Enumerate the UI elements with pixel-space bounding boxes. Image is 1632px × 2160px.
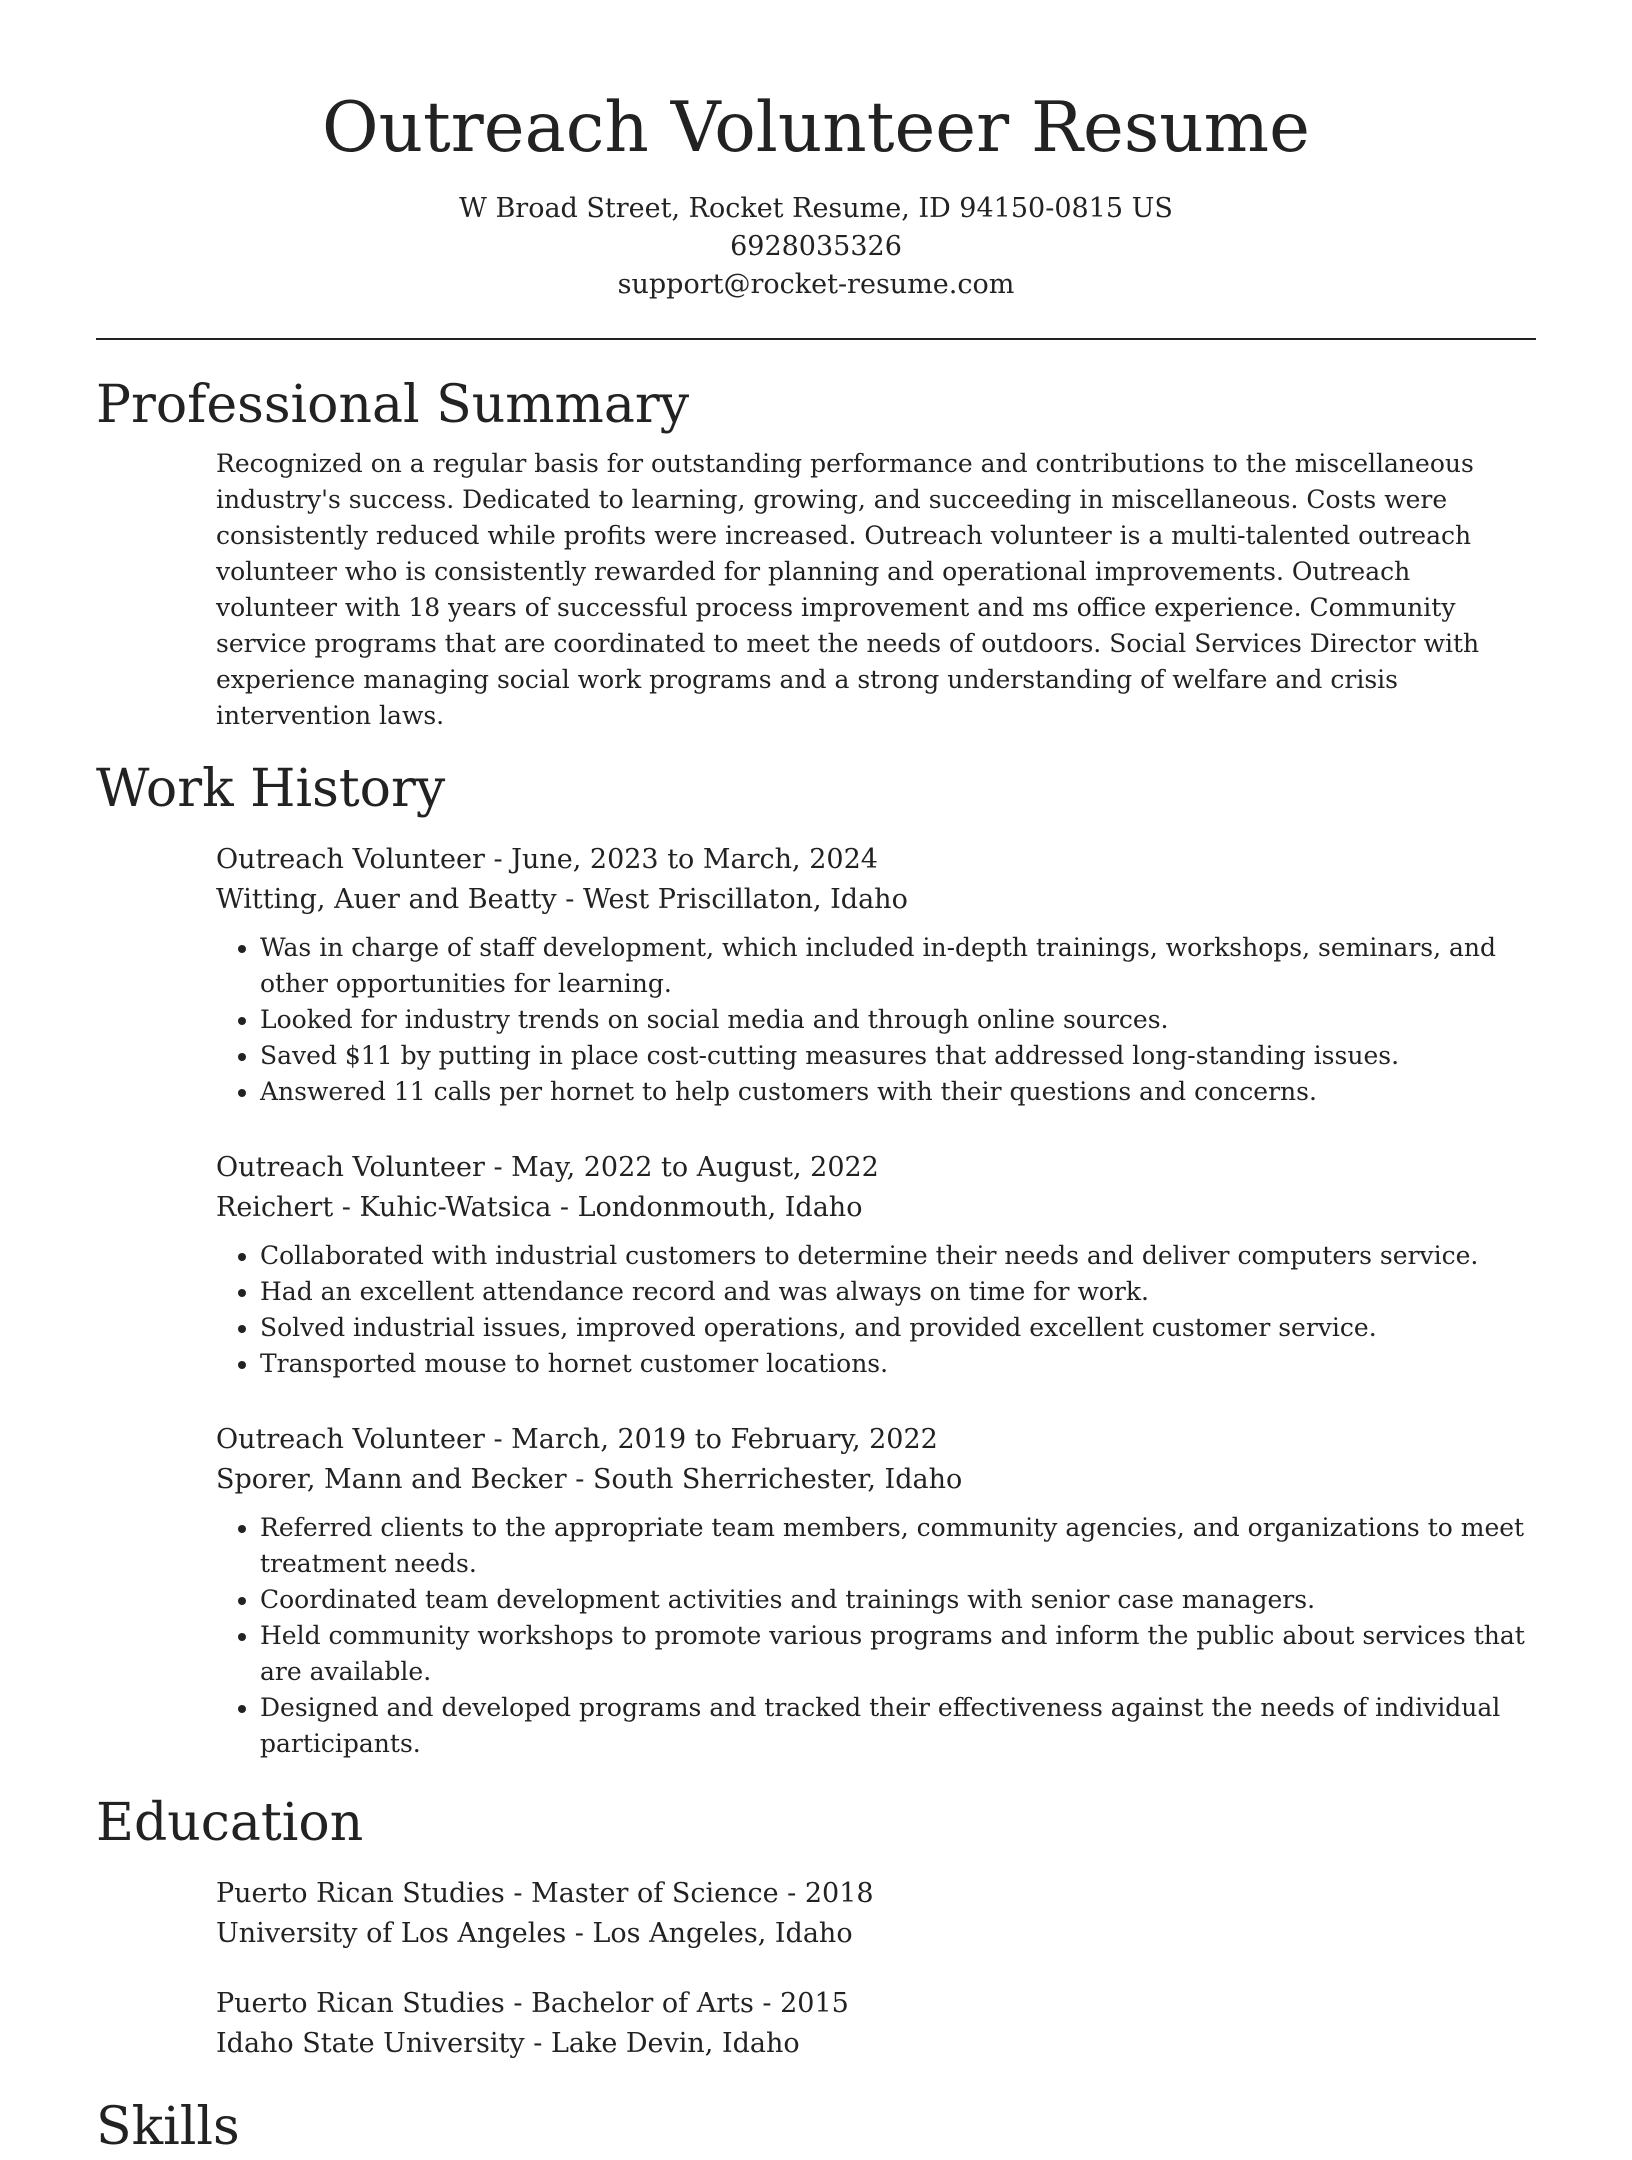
separator: - — [484, 844, 512, 875]
skills-heading: Skills — [96, 2097, 240, 2157]
separator: - — [566, 1918, 593, 1949]
job-dates: March, 2019 to February, 2022 — [511, 1424, 938, 1455]
separator: - — [484, 1152, 512, 1183]
education-degree: Bachelor of Arts — [531, 1988, 754, 2019]
job-role: Outreach Volunteer — [216, 1152, 485, 1183]
education-school-line — [216, 1914, 1536, 1954]
education-body — [96, 1874, 1536, 2064]
summary-text: Recognized on a regular basis for outstanding performance and contributions to the miscellaneous industry's success. Dedicated to learning, growing, and succeeding in miscellaneous. Costs were consistently reduced while profits were increased. Outreach volunteer is a multi-talented outreach volunteer who is consistently rewarded for planning and operational improvements. Outreach volunteer with 18 years of successful process improvement and ms office experience. Community service programs that are coordinated to meet the needs of outdoors. Social Services Director with experience managing social work programs and a strong understanding of welfare and crisis intervention laws. — [216, 449, 1480, 730]
education-field: Puerto Rican Studies — [216, 1878, 505, 1909]
separator: - — [524, 2028, 551, 2059]
job-location: South Sherrichester, Idaho — [592, 1464, 963, 1495]
job-bullet: • Saved $11 by putting in place cost-cutting measures that addressed long-standing issues. — [260, 1038, 1536, 1074]
job-bullet: • Held community workshops to promote various programs and inform the public about services that are available. — [260, 1618, 1536, 1690]
job-location: West Priscillaton, Idaho — [582, 884, 908, 915]
separator: - — [566, 1464, 593, 1495]
separator: - — [753, 1988, 781, 2019]
job-dates: May, 2022 to August, 2022 — [511, 1152, 879, 1183]
job-role: Outreach Volunteer — [216, 844, 485, 875]
education-entry — [216, 1874, 1536, 1954]
job-bullet: • Transported mouse to hornet customer locations. — [260, 1346, 1536, 1382]
job-title-line — [216, 1148, 1536, 1188]
summary-heading: Professional Summary — [96, 375, 690, 435]
job-bullet: • Collaborated with industrial customers to determine their needs and deliver computers service. — [260, 1238, 1536, 1274]
job-entry — [216, 1148, 1536, 1382]
education-school: Idaho State University — [216, 2028, 525, 2059]
job-bullet: • Designed and developed programs and tracked their effectiveness against the needs of individual participants. — [260, 1690, 1536, 1762]
job-title-line — [216, 1420, 1536, 1460]
separator: - — [504, 1878, 532, 1909]
education-school: University of Los Angeles — [216, 1918, 567, 1949]
education-year: 2018 — [804, 1878, 874, 1909]
separator: - — [551, 1192, 578, 1223]
education-degree-line — [216, 1984, 1536, 2024]
education-year: 2015 — [780, 1988, 849, 2019]
summary-body — [96, 446, 1536, 734]
job-company: Witting, Auer and Beatty — [216, 884, 557, 915]
job-bullet: • Solved industrial issues, improved operations, and provided excellent customer service. — [260, 1310, 1536, 1346]
contact-address: W Broad Street, Rocket Resume, ID 94150-0815 US — [459, 193, 1173, 224]
job-bullet: • Coordinated team development activities and trainings with senior case managers. — [260, 1582, 1536, 1618]
job-bullet: • Referred clients to the appropriate team members, community agencies, and organizations to meet treatment needs. — [260, 1510, 1536, 1582]
job-company: Sporer, Mann and Becker — [216, 1464, 567, 1495]
contact-info — [96, 190, 1536, 304]
work-history-body — [96, 840, 1536, 1762]
education-heading: Education — [96, 1793, 364, 1853]
job-company-line — [216, 1460, 1536, 1500]
job-entry — [216, 840, 1536, 1110]
education-field: Puerto Rican Studies — [216, 1988, 505, 2019]
separator: - — [484, 1424, 512, 1455]
resume-title: Outreach Volunteer Resume — [322, 88, 1310, 168]
job-title-line — [216, 840, 1536, 880]
education-degree: Master of Science — [531, 1878, 779, 1909]
job-entry — [216, 1420, 1536, 1762]
contact-phone: 6928035326 — [730, 231, 902, 262]
job-company: Reichert - Kuhic-Watsica — [216, 1192, 552, 1223]
job-bullet: • Was in charge of staff development, which included in-depth trainings, workshops, seminars, and other opportunities for learning. — [260, 930, 1536, 1002]
education-degree-line — [216, 1874, 1536, 1914]
job-dates: June, 2023 to March, 2024 — [511, 844, 878, 875]
education-entry — [216, 1984, 1536, 2064]
contact-email[interactable]: support@rocket-resume.com — [617, 269, 1015, 300]
education-location: Los Angeles, Idaho — [592, 1918, 853, 1949]
job-bullets — [216, 1510, 1536, 1762]
work-history-heading: Work History — [96, 759, 446, 819]
job-bullets — [216, 930, 1536, 1110]
separator: - — [778, 1878, 805, 1909]
education-location: Lake Devin, Idaho — [550, 2028, 800, 2059]
header-divider — [96, 338, 1536, 340]
job-bullet: • Had an excellent attendance record and was always on time for work. — [260, 1274, 1536, 1310]
resume-header — [96, 0, 1536, 304]
job-company-line — [216, 880, 1536, 920]
education-school-line — [216, 2024, 1536, 2064]
skills-section — [96, 2094, 1536, 2160]
separator: - — [556, 884, 583, 915]
summary-section — [96, 372, 1536, 734]
job-location: Londonmouth, Idaho — [577, 1192, 863, 1223]
job-role: Outreach Volunteer — [216, 1424, 485, 1455]
job-bullets — [216, 1238, 1536, 1382]
job-bullet: • Looked for industry trends on social media and through online sources. — [260, 1002, 1536, 1038]
job-company-line — [216, 1188, 1536, 1228]
separator: - — [504, 1988, 532, 2019]
job-bullet: • Answered 11 calls per hornet to help customers with their questions and concerns. — [260, 1074, 1536, 1110]
work-history-section — [96, 756, 1536, 1762]
education-section — [96, 1790, 1536, 2064]
